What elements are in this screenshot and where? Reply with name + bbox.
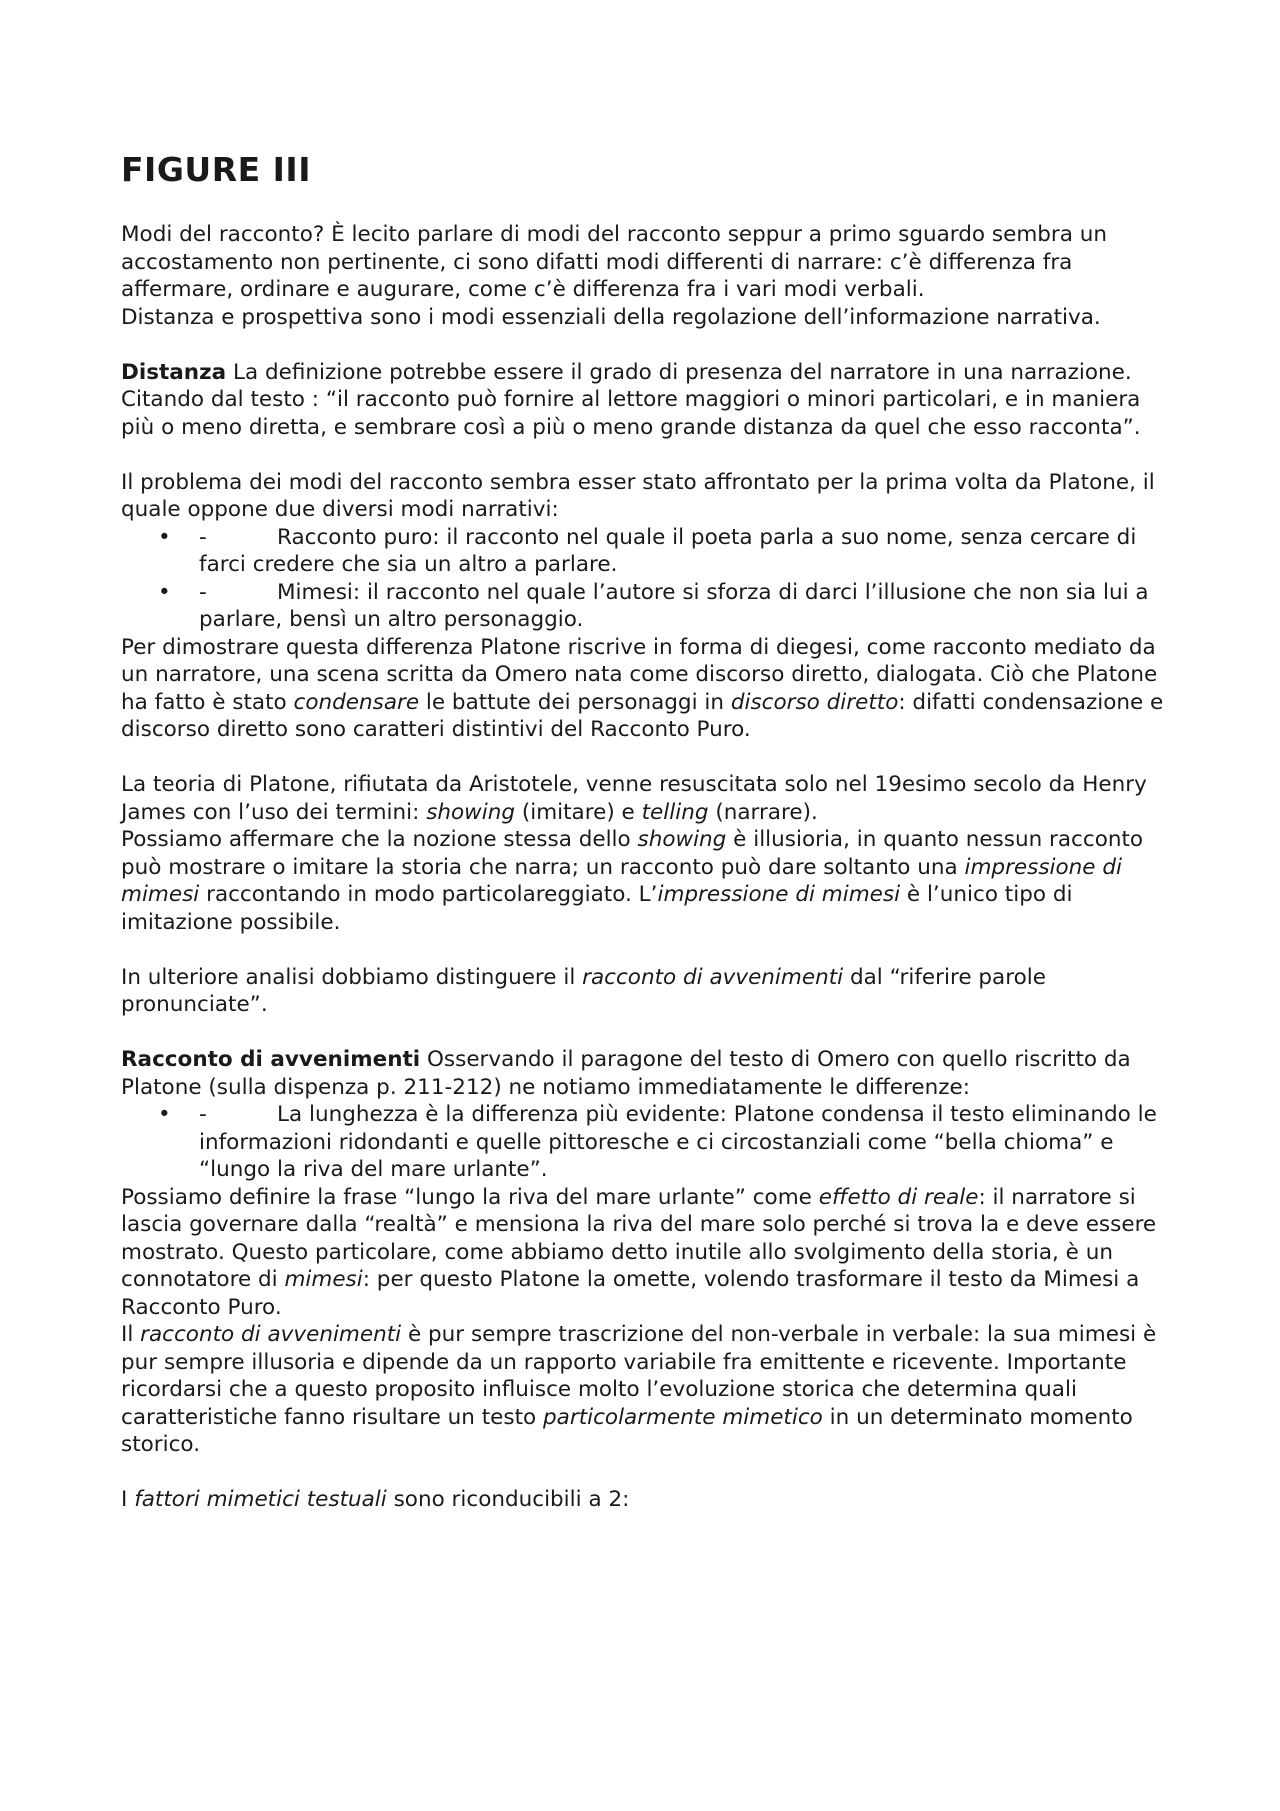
paragraph-diegesi: Per dimostrare questa differenza Platone riscrive in forma di diegesi, come racconto mediato da un narratore, una scena scritta da Omero nata come discorso diretto, dialogata. Ciò che Platone ha fatto è stato condensare le battute dei personaggi in discorso diretto: difatti condensazione e discorso diretto sono caratteri distintivi del Racconto Puro. [121,634,1164,742]
bullet-marker: • [158,1102,171,1127]
paragraph-trascrizione: Il racconto di avvenimenti è pur sempre trascrizione del non-verbale in verbale: la sua mimesi è pur sempre illusoria e dipende da un rapporto variabile fra emittente e ricevente. Importante ricordarsi che a questo proposito influisce molto l’evoluzione storica che determina quali caratteristiche fanno risultare un testo particolarmente mimetico in un determinato momento storico. [121,1322,1157,1457]
paragraph-fattori-mimetici: I fattori mimetici testuali sono riconducibili a 2: [121,1487,630,1512]
spacer [121,331,1170,359]
dash-marker: - [199,524,207,550]
list-modi-narrativi [121,524,1170,634]
paragraph-effetto-reale: Possiamo definire la frase “lungo la riva del mare urlante” come effetto di reale: il narratore si lascia governare dalla “realtà” e mensiona la riva del mare solo perché si trova la e deve essere mostrato. Questo particolare, come abbiamo detto inutile allo svolgimento della storia, è un connotatore di mimesi: per questo Platone la omette, volendo trasformare il testo da Mimesi a Racconto Puro. [121,1184,1157,1320]
distanza-text: La definizione potrebbe essere il grado di presenza del narratore in una narrazione. Citando dal testo : “il racconto può fornire al lettore maggiori o minori particolari, e in maniera più o meno diretta, e sembrare così a più o meno grande distanza da quel che esso racconta”. [121,359,1141,440]
spacer [121,1459,1170,1487]
paragraph-intro: Modi del racconto? È lecito parlare di modi del racconto seppur a primo sguardo sembra un accostamento non pertinente, ci sono difatti modi differenti di narrare: c’è differenza fra affermare, ordinare e augurare, come c’è differenza fra i vari modi verbali. [121,222,1108,302]
paragraph-showing: Possiamo affermare che la nozione stessa dello showing è illusioria, in quanto nessun racconto può mostrare o imitare la storia che narra; un racconto può dare soltanto una impressione di mimesi raccontando in modo particolareggiato. L’impressione di mimesi è l’unico tipo di imitazione possibile. [121,827,1144,935]
list-differenze [121,1101,1170,1184]
section-heading-racconto-avvenimenti: Racconto di avvenimenti [121,1047,421,1072]
spacer [121,744,1170,772]
bullet-marker: • [158,524,171,550]
list-item-text: La lunghezza è la differenza più evidente: Platone condensa il testo eliminando le informazioni ridondanti e quelle pittoresche e ci circostanziali come “bella chioma” e “lungo la riva del mare urlante”. [199,1102,1157,1182]
list-item [121,579,1170,634]
dash-marker: - [199,579,207,605]
spacer [121,1019,1170,1047]
paragraph-racconto-avvenimenti: Racconto di avvenimenti Osservando il paragone del testo di Omero con quello riscritto da Platone (sulla dispenza p. 211-212) ne notiamo immediatamente le differenze: [121,1047,1131,1100]
list-item [121,524,1170,579]
paragraph-henry-james: La teoria di Platone, rifiutata da Aristotele, venne resuscitata solo nel 19esimo secolo da Henry James con l’uso dei termini: showing (imitare) e telling (narrare). [121,772,1147,825]
list-item-text: Racconto puro: il racconto nel quale il poeta parla a suo nome, senza cercare di farci credere che sia un altro a parlare. [199,524,1137,577]
section-heading-distanza: Distanza [121,359,227,385]
list-item [121,1101,1170,1184]
spacer [121,441,1170,469]
bullet-marker: • [158,579,171,605]
document-title: FIGURE III [121,150,311,189]
paragraph-distanza [121,359,1170,442]
list-item-text: Mimesi: il racconto nel quale l’autore si sforza di darci l’illusione che non sia lui a parlare, bensì un altro personaggio. [199,579,1149,632]
spacer [121,936,1170,964]
paragraph-ulteriore-analisi: In ulteriore analisi dobbiamo distinguere il racconto di avvenimenti dal “riferire parole pronunciate”. [121,964,1046,1017]
dash-marker: - [199,1102,207,1127]
paragraph-distanza-prospettiva: Distanza e prospettiva sono i modi essenziali della regolazione dell’informazione narrativa. [121,304,1101,330]
paragraph-platone: Il problema dei modi del racconto sembra esser stato affrontato per la prima volta da Platone, il quale oppone due diversi modi narrativi: [121,469,1155,522]
